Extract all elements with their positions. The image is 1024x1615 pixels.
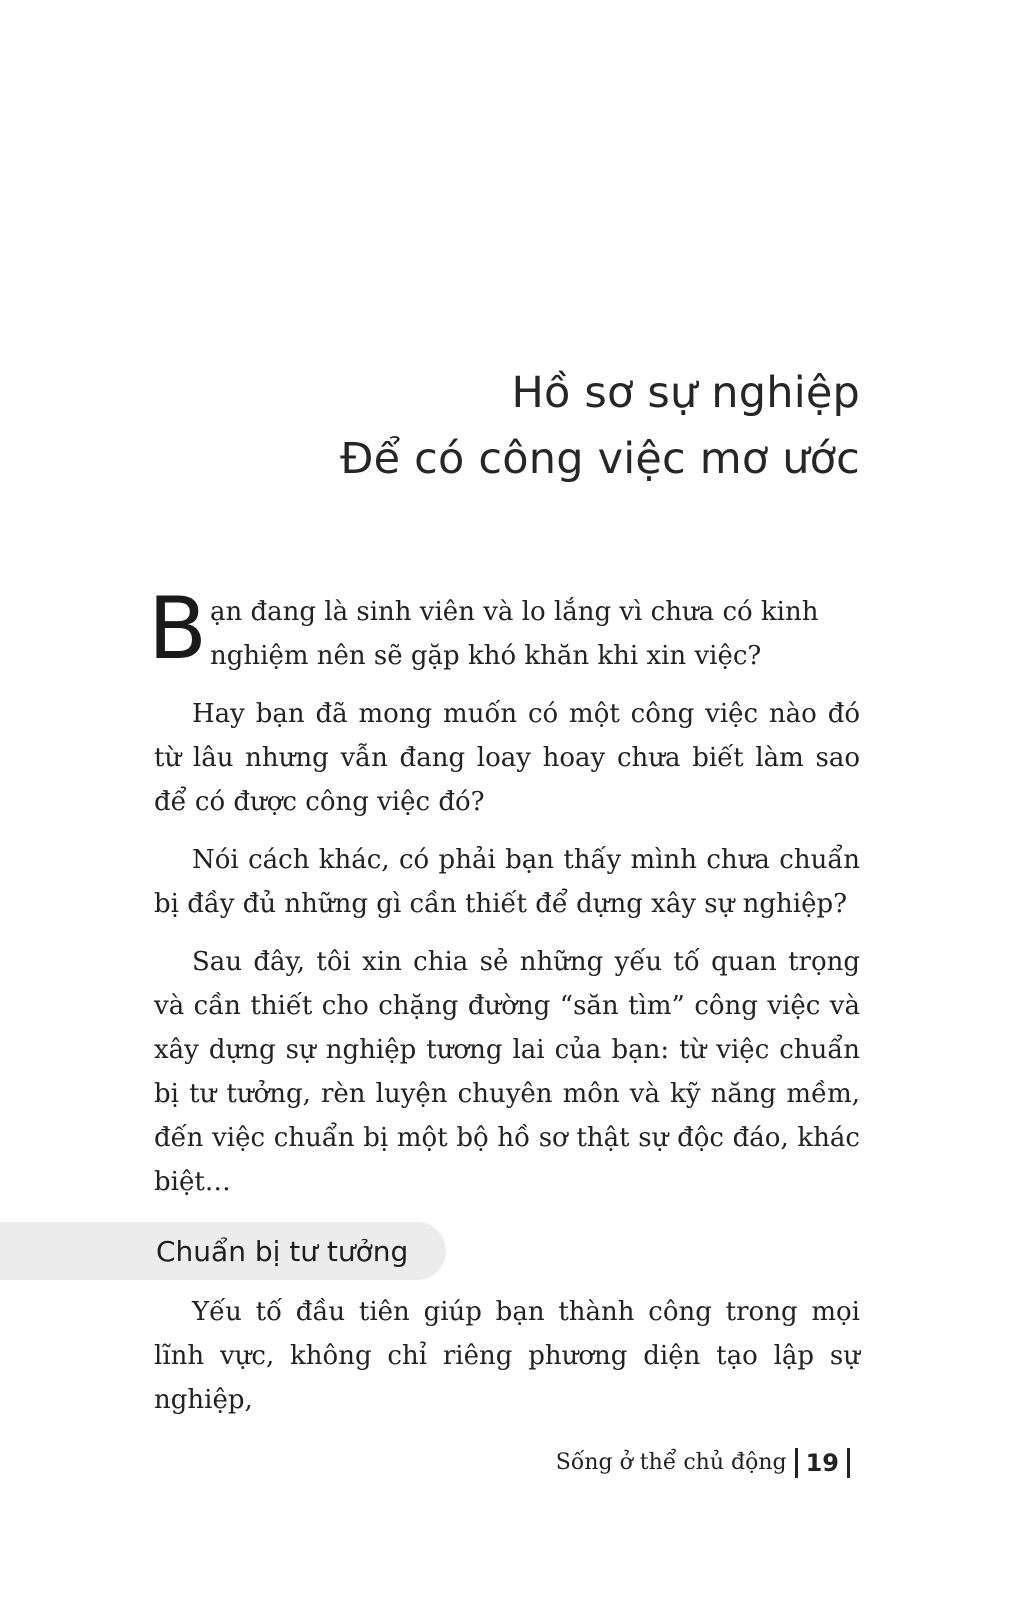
intro-paragraph-3: Nói cách khác, có phải bạn thấy mình chưa chuẩn bị đầy đủ những gì cần thiết để dựng xây sự nghiệp?: [154, 845, 860, 919]
footer-divider-left: [795, 1448, 798, 1478]
running-title: Sống ở thể chủ động: [555, 1450, 787, 1475]
footer-divider-right: [847, 1448, 850, 1478]
intro-paragraph-4: Sau đây, tôi xin chia sẻ những yếu tố quan trọng và cần thiết cho chặng đường “săn tìm” công việc và xây dựng sự nghiệp tương lai của bạn: từ việc chuẩn bị tư tưởng, rèn luyện chuyên môn và kỹ năng mềm, đến việc chuẩn bị một bộ hồ sơ thật sự độc đáo, khác biệt…: [154, 947, 860, 1197]
intro-paragraph-1-text: ạn đang là sinh viên và lo lắng vì chưa có kinh nghiệm nên sẽ gặp khó khăn khi xin việc?: [210, 597, 819, 671]
intro-text: [148, 579, 860, 1204]
chapter-title-line-2: Để có công việc mơ ước: [340, 434, 860, 484]
page-footer: [556, 1446, 858, 1480]
intro-paragraph-2: Hay bạn đã mong muốn có một công việc nào đó từ lâu nhưng vẫn đang loay hoay chưa biết làm sao để có được công việc đó?: [154, 699, 860, 817]
drop-cap: B: [148, 579, 207, 679]
chapter-title: [340, 360, 860, 492]
section-heading: Chuẩn bị tư tưởng: [156, 1235, 409, 1268]
section-text: [154, 1290, 860, 1422]
section-paragraph-1: Yếu tố đầu tiên giúp bạn thành công trong mọi lĩnh vực, không chỉ riêng phương diện tạo lập sự nghiệp,: [154, 1297, 860, 1415]
intro-paragraph-1: [148, 579, 860, 679]
chapter-title-line-1: Hồ sơ sự nghiệp: [511, 368, 860, 418]
page-number: 19: [805, 1449, 839, 1477]
